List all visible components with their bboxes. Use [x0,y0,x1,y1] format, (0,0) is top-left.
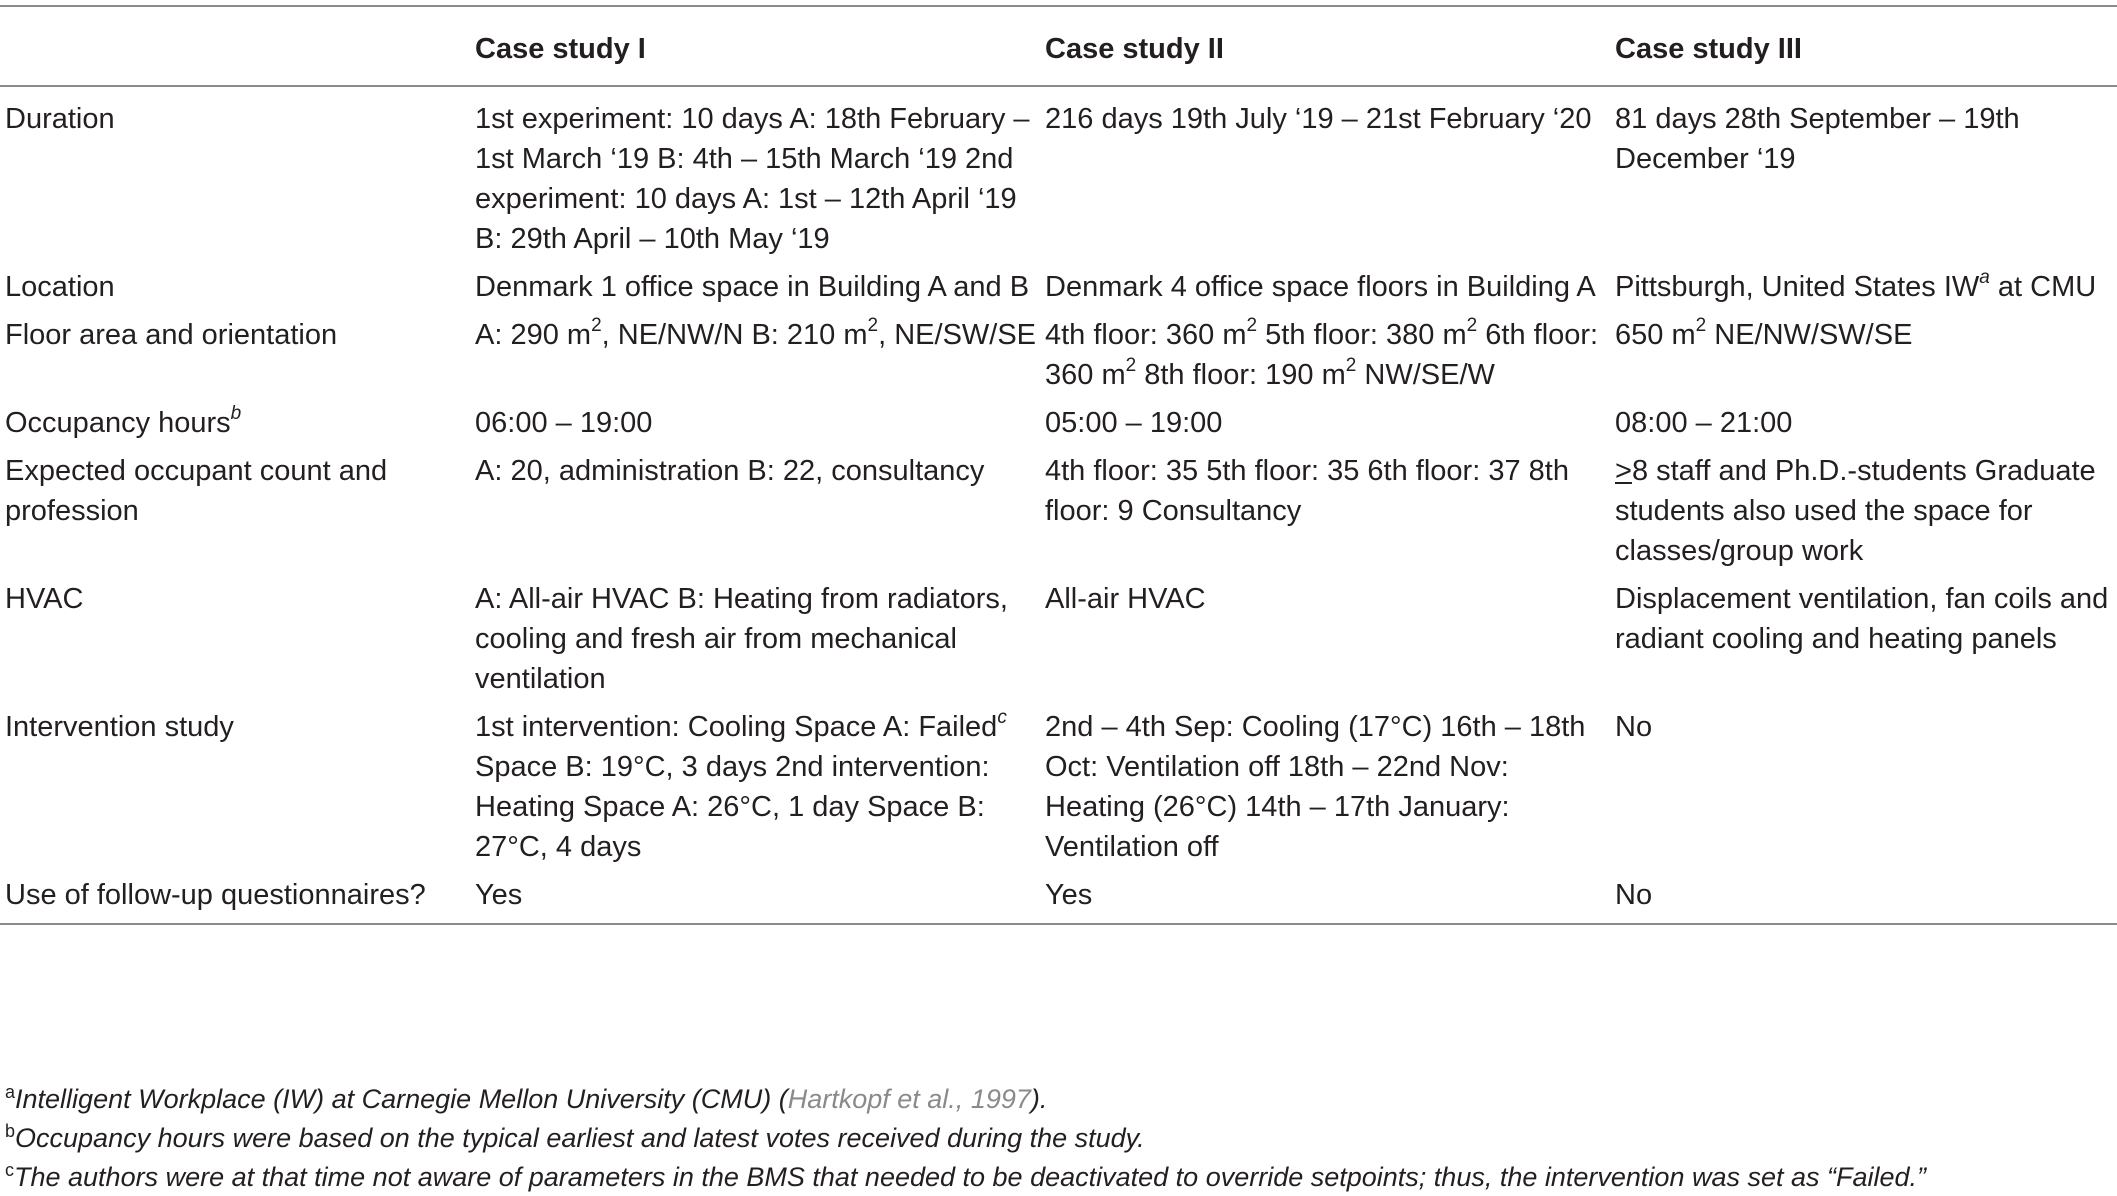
footnote-b [5,1119,1145,1157]
citation-link[interactable]: Hartkopf et al., 1997 [787,1084,1031,1114]
superscript: 2 [1345,355,1357,377]
table-header [0,6,2117,86]
cell-occupancy-1: 06:00 – 19:00 [475,407,653,439]
cell-follow-up-2: Yes [1045,879,1093,911]
table-row [0,875,2117,924]
cell-text: 6th floor: 360 m [1045,319,1599,391]
footnote-text: ). [1030,1084,1048,1114]
cell-text: Space B: 19°C, 3 days 2nd intervention: Heating Space A: 26°C, 1 day Space B: 27°C, 4 days [475,751,990,863]
superscript: 2 [1466,315,1478,337]
cell-hvac-2: All-air HVAC [1045,583,1206,615]
cell-occupant-count-1: A: 20, administration B: 22, consultancy [475,455,985,487]
greater-equal-sign: > [1615,455,1632,487]
table-row [0,267,2117,315]
row-label-location: Location [5,271,115,303]
cell-text: , NE/NW/N B: 210 m [601,319,868,351]
superscript: 2 [1695,315,1707,337]
superscript: 2 [1125,355,1137,377]
row-label-intervention: Intervention study [5,711,234,743]
row-label-occupancy-hours [0,403,475,451]
cell-duration-1: 1st experiment: 10 days A: 18th February – 1st March ‘19 B: 4th – 15th March ‘19 2nd experiment: 10 days A: 1st – 12th April ‘19 B: 29th April – 10th May ‘19 [475,103,1030,255]
footnote-ref-b: b [230,403,242,425]
cell-duration-3: 81 days 28th September – 19th December ‘19 [1615,103,2020,175]
row-label-follow-up: Use of follow-up questionnaires? [5,879,426,911]
footnote-ref-a: a [1979,267,1990,289]
superscript: 2 [1246,315,1258,337]
header-case-study-2: Case study II [1045,33,1224,65]
cell-text: 4th floor: 360 m [1045,319,1247,351]
cell-occupant-count-3 [1615,451,2117,579]
cell-intervention-1 [475,707,1045,875]
cell-floor-area-3 [1615,315,2117,403]
footnote-mark: c [5,1160,14,1180]
footnote-text: The authors were at that time not aware of parameters in the BMS that needed to be deactivated to override setpoints; thus, the intervention was set as “Failed.” [14,1162,1927,1192]
table-row [0,451,2117,579]
header-row [0,6,2117,86]
header-case-study-3: Case study III [1615,33,1802,65]
row-label-hvac: HVAC [5,583,84,615]
cell-floor-area-1 [475,315,1045,403]
cell-location-2: Denmark 4 office space floors in Building A [1045,271,1596,303]
table-row [0,86,2117,267]
cell-text: A: 290 m [475,319,592,351]
cell-intervention-2: 2nd – 4th Sep: Cooling (17°C) 16th – 18th Oct: Ventilation off 18th – 22nd Nov: Heating (26°C) 14th – 17th January: Ventilation off [1045,711,1586,863]
footnote-text: Intelligent Workplace (IW) at Carnegie Mellon University (CMU) ( [15,1084,788,1114]
superscript: 2 [867,315,879,337]
superscript: 2 [591,315,602,337]
cell-floor-area-2 [1045,315,1615,403]
row-label-occupant-count: Expected occupant count and profession [5,455,388,527]
cell-occupancy-3: 08:00 – 21:00 [1615,407,1793,439]
case-study-table [0,5,2117,925]
cell-location-3 [1615,267,2117,315]
row-label-floor-area: Floor area and orientation [5,319,338,351]
table-row [0,315,2117,403]
cell-text: 650 m [1615,319,1696,351]
cell-hvac-3: Displacement ventilation, fan coils and radiant cooling and heating panels [1615,583,2109,655]
header-case-study-1: Case study I [475,33,646,65]
footnote-mark: a [5,1082,16,1102]
footnote-ref-c: c [997,707,1007,729]
cell-text: 8 staff and Ph.D.-students Graduate students also used the space for classes/group work [1615,455,2096,567]
cell-text: , NE/SW/SE [878,319,1037,351]
cell-text: NE/NW/SW/SE [1706,319,1913,351]
cell-text: 5th floor: 380 m [1257,319,1467,351]
cell-text: Occupancy hours [5,407,231,439]
row-label-duration: Duration [5,103,115,135]
cell-text: Pittsburgh, United States IW [1615,271,1980,303]
footnote-mark: b [5,1121,16,1141]
table-row [0,707,2117,875]
footnote-c [5,1158,1926,1196]
footnote-a [5,1080,1047,1118]
cell-text: NW/SE/W [1356,359,1495,391]
cell-location-1: Denmark 1 office space in Building A and B [475,271,1030,303]
table-row [0,403,2117,451]
cell-intervention-3: No [1615,711,1653,743]
cell-hvac-1: A: All-air HVAC B: Heating from radiators, cooling and fresh air from mechanical ventilation [475,583,1008,695]
footnote-text: Occupancy hours were based on the typical earliest and latest votes received during the study. [15,1123,1145,1153]
table-body [0,86,2117,924]
cell-duration-2: 216 days 19th July ‘19 – 21st February ‘20 [1045,103,1592,135]
cell-occupant-count-2: 4th floor: 35 5th floor: 35 6th floor: 37 8th floor: 9 Consultancy [1045,455,1569,527]
cell-follow-up-1: Yes [475,879,523,911]
table-row [0,579,2117,707]
cell-occupancy-2: 05:00 – 19:00 [1045,407,1223,439]
header-empty [0,6,475,86]
cell-text: 1st intervention: Cooling Space A: Failed [475,711,998,743]
cell-text: at CMU [1989,271,2097,303]
cell-follow-up-3: No [1615,879,1653,911]
cell-text: 8th floor: 190 m [1136,359,1346,391]
